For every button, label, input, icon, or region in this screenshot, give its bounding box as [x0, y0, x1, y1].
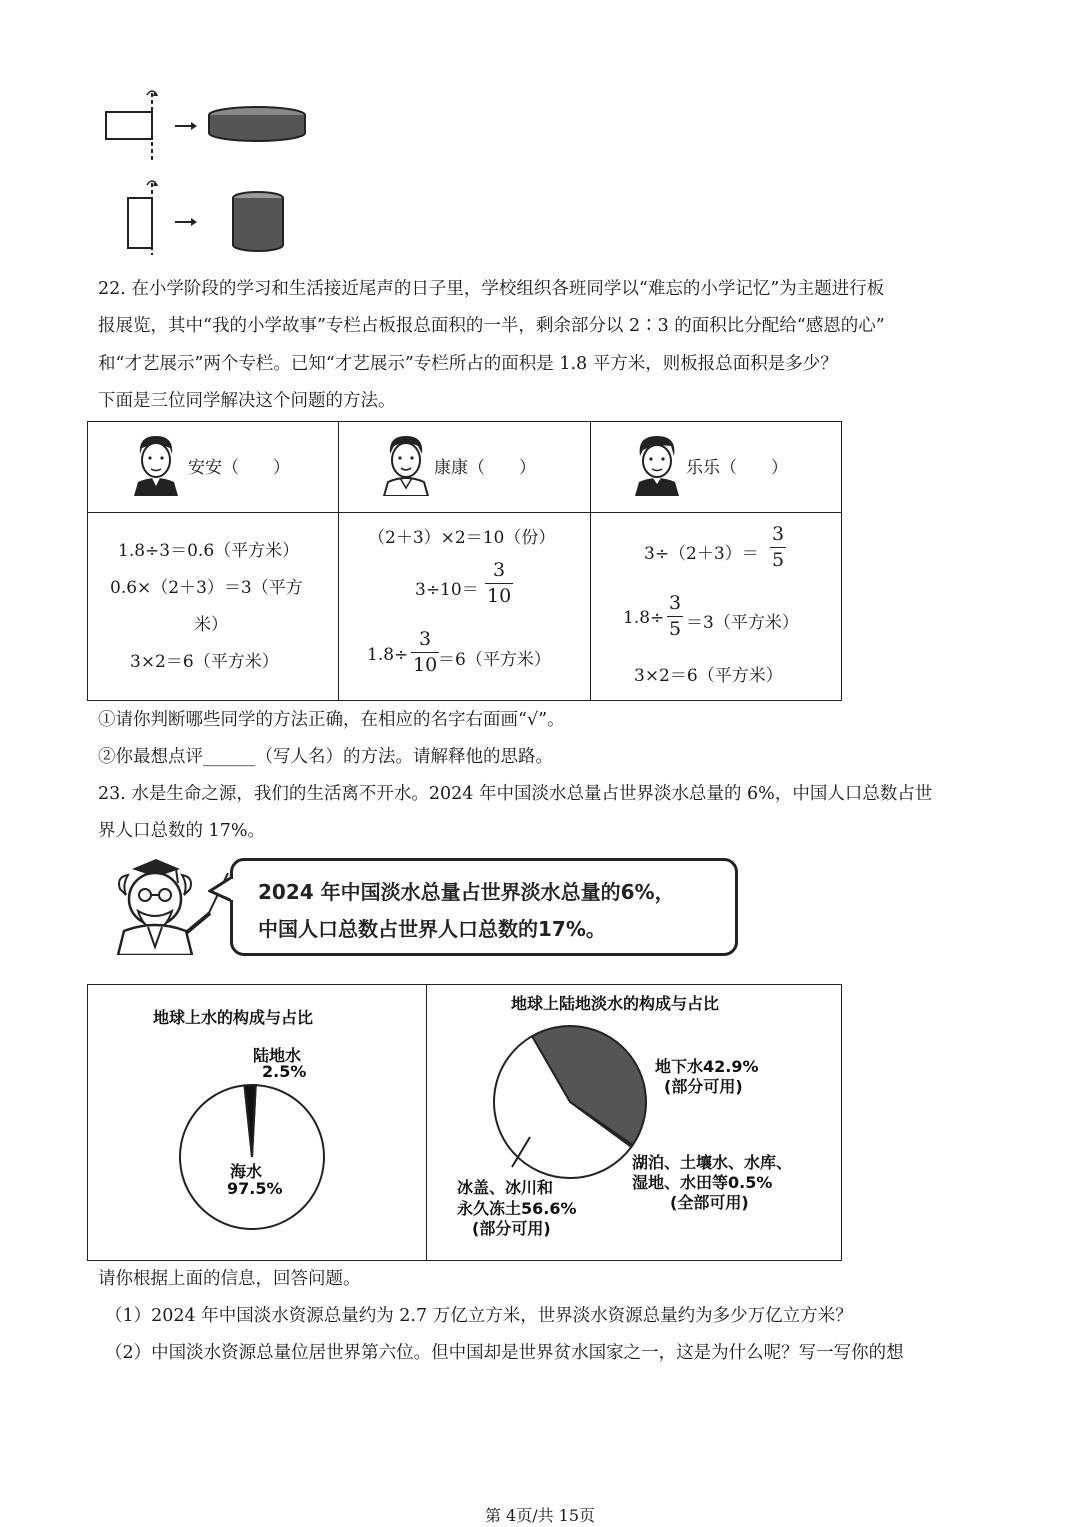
- q22-sub1: ①请你判断哪些同学的方法正确，在相应的名字右面画“√”。: [98, 710, 565, 730]
- pie1-sea-pct: 97.5%: [227, 1179, 283, 1198]
- kangkang-step1: （2＋3）×2＝10（份）: [368, 528, 556, 548]
- pie1-land-pct: 2.5%: [262, 1062, 307, 1081]
- q23-line2: 界人口总数的 17%。: [98, 821, 265, 841]
- anan-step2: 0.6×（2＋3）＝3（平方: [110, 578, 303, 598]
- q23-part2: （2）中国淡水资源总量位居世界第六位。但中国却是世界贫水国家之一，这是为什么呢？写一写你的想: [105, 1343, 904, 1363]
- kangkang-step3-post: ＝6（平方米）: [438, 650, 551, 670]
- pie2-ice-note: (部分可用): [472, 1219, 551, 1238]
- fraction-3-5: 3 5: [772, 523, 785, 571]
- lele-step2-pre: 1.8÷: [623, 608, 665, 628]
- speech-line2: 中国人口总数占世界人口总数的17%。: [258, 917, 606, 941]
- lele-step1: 3÷（2＋3）＝: [644, 544, 759, 564]
- anan-step1: 1.8÷3＝0.6（平方米）: [118, 541, 300, 561]
- pie2-lake-note: (全部可用): [670, 1193, 749, 1212]
- q22-line1: 22. 在小学阶段的学习和生活接近尾声的日子里，学校组织各班同学以“难忘的小学记忆”为主题进行板: [98, 279, 885, 299]
- teacher-icon: [110, 855, 230, 955]
- page-footer: 第 4页/共 15页: [484, 1506, 596, 1525]
- q22-line4: 下面是三位同学解决这个问题的方法。: [98, 391, 396, 411]
- speech-line1: 2024 年中国淡水总量占世界淡水总量的6%，: [258, 880, 675, 904]
- fraction-3-10: 3 10: [487, 559, 512, 607]
- fraction-3-5: 3 5: [669, 592, 682, 640]
- student-name-kangkang: 康康（ ）: [434, 458, 536, 478]
- q22-line2: 报展览，其中“我的小学故事”专栏占板报总面积的一半，剩余部分以 2∶3 的面积比分配给“感恩的心”: [98, 316, 885, 336]
- student-avatar-icon: [631, 432, 683, 496]
- pie1-title: 地球上水的构成与占比: [153, 1008, 314, 1027]
- q22-line3: 和“才艺展示”两个专栏。已知“才艺展示”专栏所占的面积是 1.8 平方米，则板报总面积是多少？: [98, 354, 838, 374]
- anan-step2-cont: 米）: [194, 615, 228, 635]
- pie2-lake-label2: 湿地、水田等0.5%: [632, 1173, 773, 1192]
- pie1-land-label: 陆地水: [253, 1046, 302, 1065]
- student-name-anan: 安安（ ）: [188, 458, 290, 478]
- pie-chart-land-freshwater: [485, 1017, 655, 1187]
- kangkang-step3-pre: 1.8÷: [367, 645, 409, 665]
- pie2-ground-note: (部分可用): [664, 1077, 743, 1096]
- lele-step3: 3×2＝6（平方米）: [634, 666, 783, 686]
- fraction-3-10: 3 10: [413, 628, 438, 676]
- pie-chart-earth-water: [170, 1075, 335, 1240]
- kangkang-step2: 3÷10＝: [415, 580, 479, 600]
- lele-step2-post: ＝3（平方米）: [686, 613, 799, 633]
- pie2-lake-label1: 湖泊、土壤水、水库、: [632, 1153, 793, 1172]
- pie2-ground-label: 地下水42.9%: [655, 1057, 759, 1076]
- q23-line1: 23. 水是生命之源，我们的生活离不开水。2024 年中国淡水总量占世界淡水总量的 6%，中国人口总数占世: [98, 784, 933, 804]
- anan-step3: 3×2＝6（平方米）: [130, 652, 279, 672]
- q23-part1: （1）2024 年中国淡水资源总量约为 2.7 万亿立方米，世界淡水资源总量约为多少万亿立方米？: [105, 1306, 853, 1326]
- pie2-ice-label2: 永久冻土56.6%: [457, 1199, 577, 1218]
- pie2-ice-label1: 冰盖、冰川和: [457, 1178, 554, 1197]
- student-avatar-icon: [130, 432, 182, 496]
- student-avatar-icon: [380, 432, 432, 496]
- rotation-diagram: [95, 85, 325, 260]
- pie1-sea-label: 海水: [230, 1162, 263, 1181]
- q23-intro: 请你根据上面的信息，回答问题。: [98, 1269, 361, 1289]
- speech-bubble-tail: [208, 875, 236, 905]
- q22-sub2: ②你最想点评______（写人名）的方法。请解释他的思路。: [98, 747, 553, 767]
- pie2-title: 地球上陆地淡水的构成与占比: [511, 994, 720, 1013]
- methods-table: [87, 421, 842, 701]
- student-name-lele: 乐乐（ ）: [686, 458, 788, 478]
